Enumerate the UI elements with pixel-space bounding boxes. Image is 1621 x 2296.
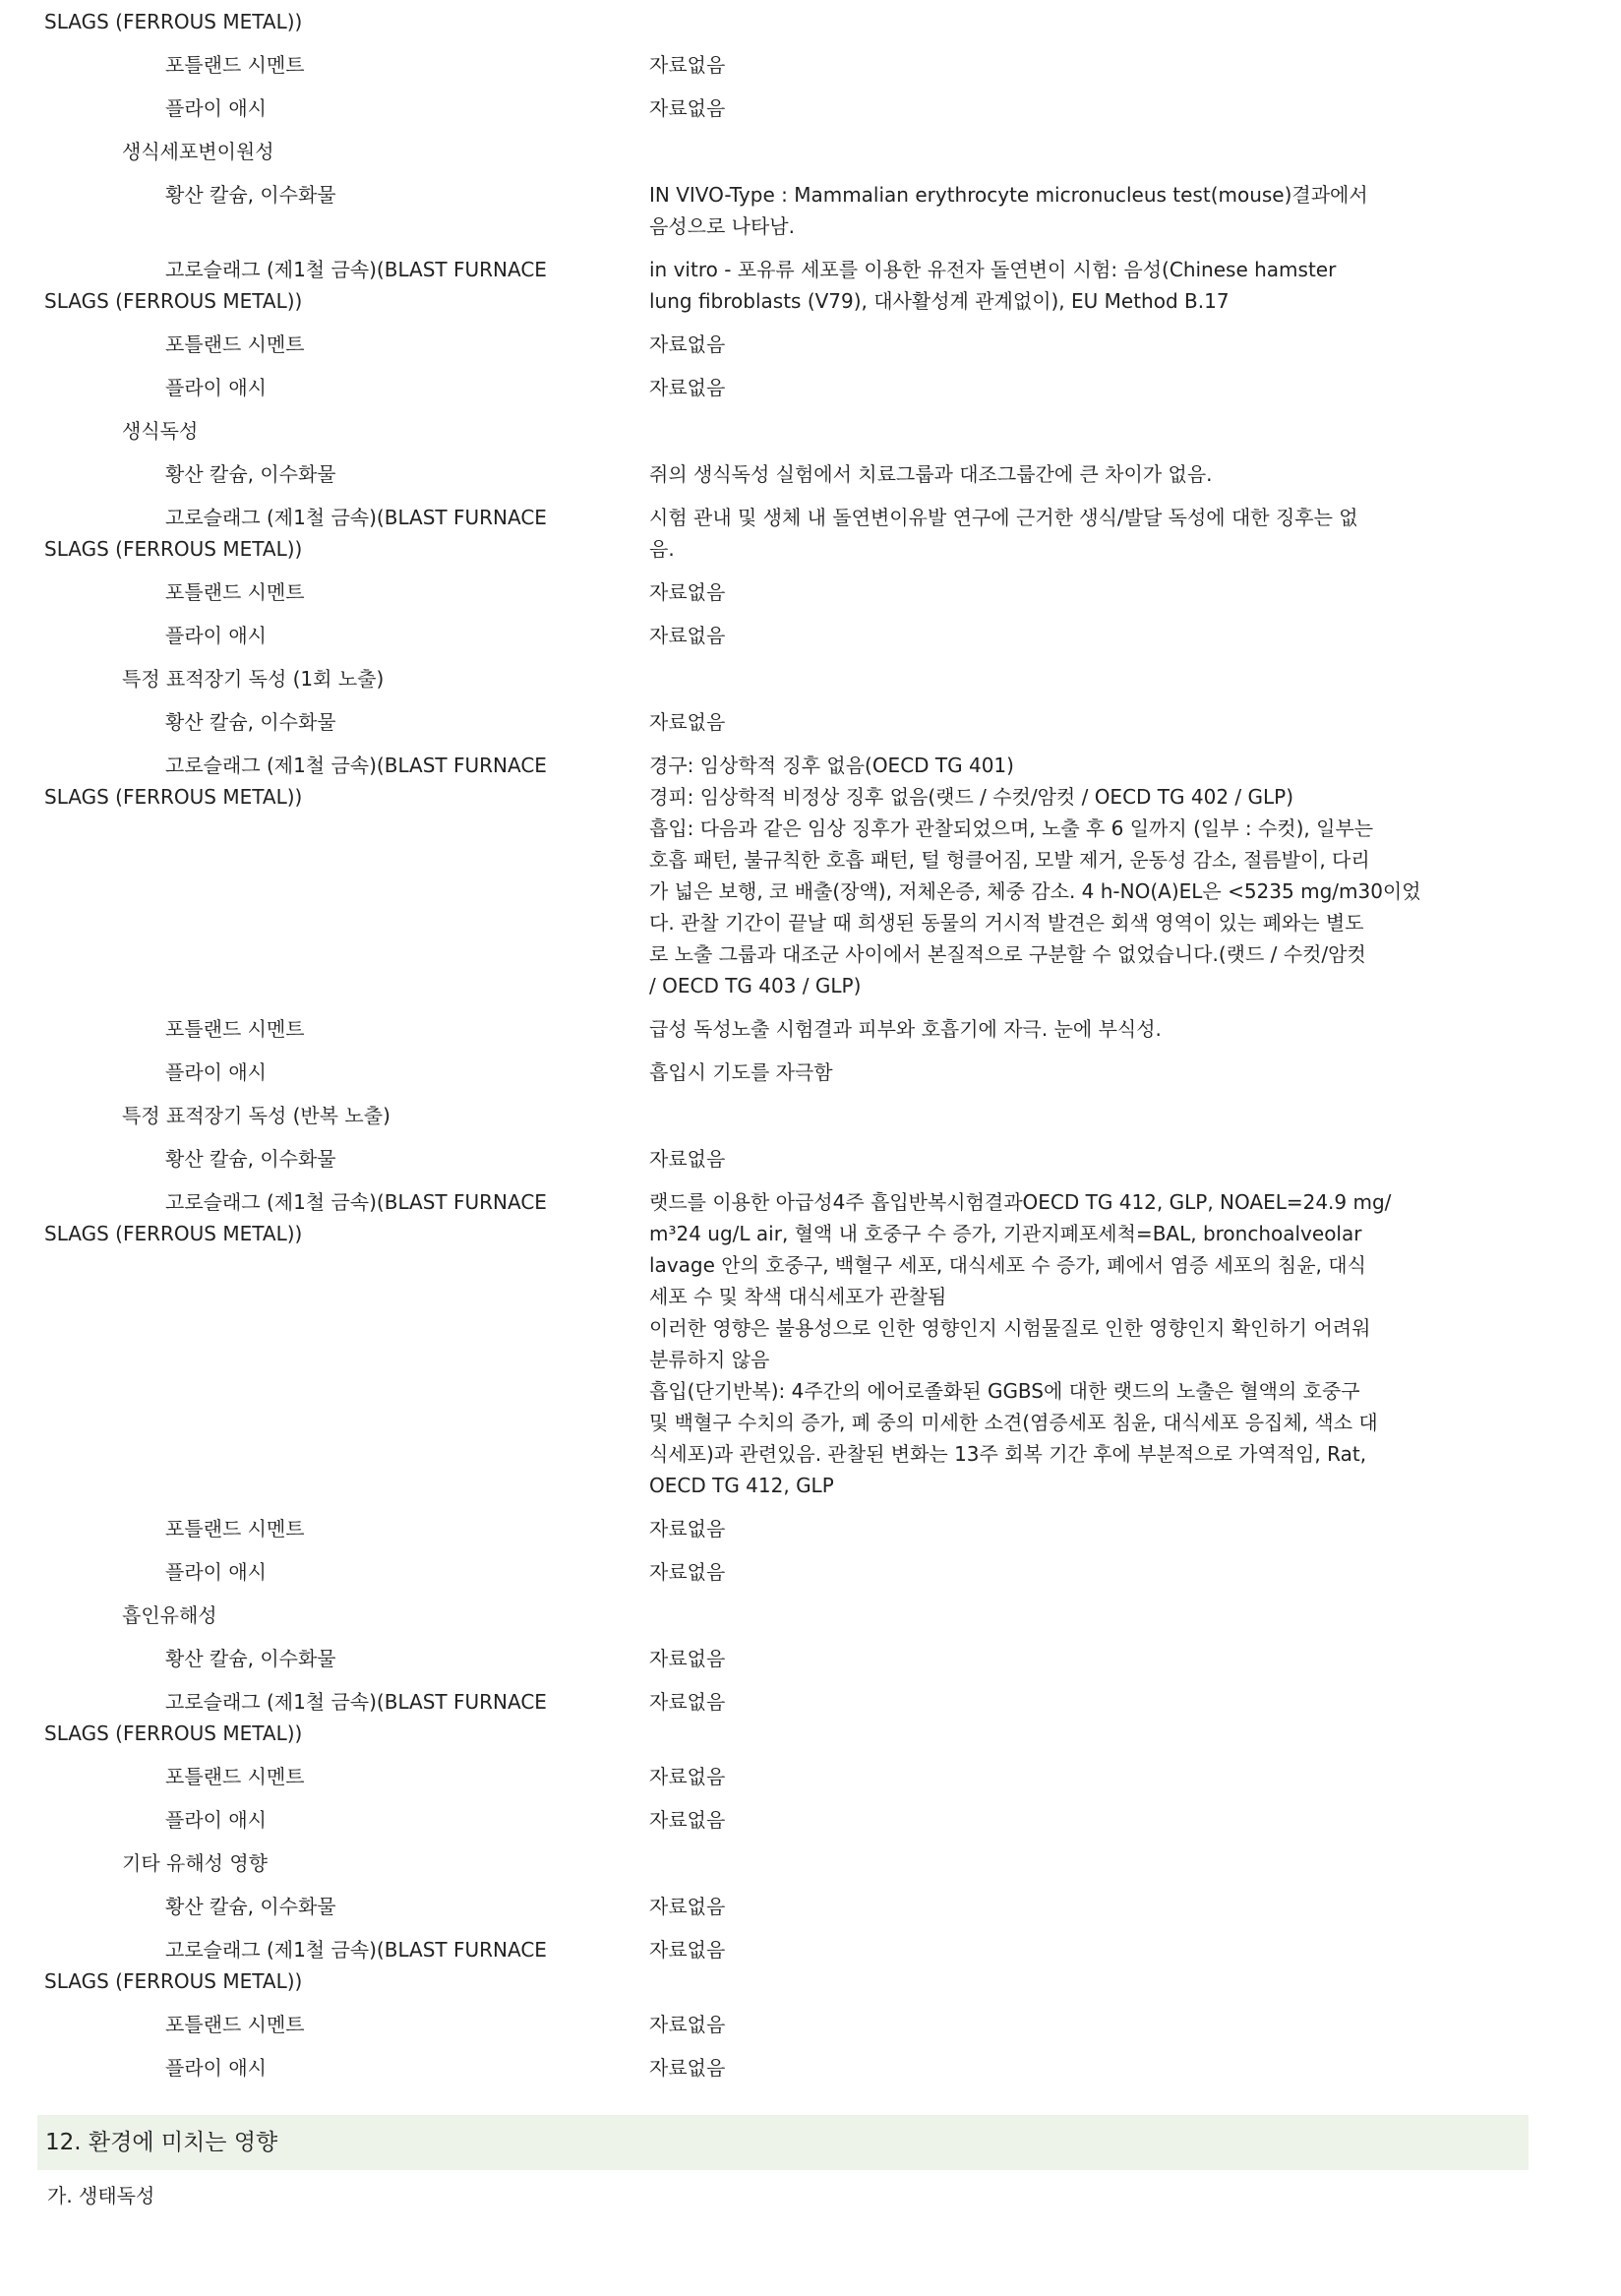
substance-name-line: 황산 칼슘, 이수화물 <box>165 1895 336 1918</box>
substance-name <box>0 1007 610 1051</box>
toxicity-value: 자료없음 <box>649 1690 726 1714</box>
substance-row <box>0 1180 1621 1507</box>
substance-name <box>0 366 610 409</box>
toxicity-value: 쥐의 생식독성 실험에서 치료그룹과 대조그룹간에 큰 차이가 없음. <box>649 462 1213 486</box>
substance-row <box>0 1885 1621 1928</box>
substance-name <box>0 179 610 242</box>
section-header: 12. 환경에 미치는 영향 <box>37 2115 1529 2170</box>
continued-substance-name: SLAGS (FERROUS METAL)) <box>44 10 303 33</box>
substance-name <box>0 700 610 744</box>
substance-name-line: 고로슬래그 (제1철 금속)(BLAST FURNACE <box>165 1690 547 1714</box>
substance-name <box>0 1550 610 1594</box>
toxicity-value: 자료없음 <box>649 1560 726 1584</box>
category-heading: 생식독성 <box>122 419 199 443</box>
substance-name-line: 플라이 애시 <box>165 1808 267 1832</box>
substance-name-line: 고로슬래그 (제1철 금속)(BLAST FURNACE <box>165 506 547 529</box>
substance-name-line: 황산 칼슘, 이수화물 <box>165 462 336 486</box>
substance-row <box>0 43 1621 87</box>
substance-name <box>0 614 610 657</box>
substance-row <box>0 1051 1621 1094</box>
substance-name-line: 고로슬래그 (제1철 금속)(BLAST FURNACE <box>165 1938 547 1962</box>
substance-row <box>0 496 1621 571</box>
substance-name-line: 포틀랜드 시멘트 <box>165 1017 305 1041</box>
substance-name <box>0 1051 610 1094</box>
substance-row <box>0 1798 1621 1842</box>
substance-name-continuation: SLAGS (FERROUS METAL)) <box>44 1969 303 1993</box>
substance-name <box>0 1637 610 1680</box>
substance-row <box>0 571 1621 614</box>
substance-row <box>0 323 1621 366</box>
toxicity-value: 경구: 임상학적 징후 없음(OECD TG 401) 경피: 임상학적 비정상 징후 없음(랫드 / 수컷/암컷 / OECD TG 402 / GLP) 흡입: 다음과 같은 임상 징후가 관찰되었으며, 노출 후 6 일까지 (일부 : 수컷), 일부는 호흡 패턴, 불규칙한 호흡 패턴, 털 헝클어짐, 모발 제거, 운동성 감소, 절름발이, 다리 가 넓은 보행, 코 배출(장액), 저체온증, 체중 감소. 4 h-NO(A)EL은 <5235 mg/m30이었 다. 관찰 기간이 끝날 때 희생된 동물의 거시적 발견은 회색 영역이 있는 폐와는 별도 로 노출 그룹과 대조군 사이에서 본질적으로 구분할 수 없었습니다.(랫드 / 수컷/암컷 / OECD TG 403 / GLP) <box>649 754 1421 997</box>
substance-row <box>0 2046 1621 2089</box>
toxicity-value: 자료없음 <box>649 53 726 77</box>
substance-row <box>0 1007 1621 1051</box>
toxicity-value: 자료없음 <box>649 96 726 120</box>
substance-name-line: 고로슬래그 (제1철 금속)(BLAST FURNACE <box>165 1190 547 1214</box>
substance-name-continuation: SLAGS (FERROUS METAL)) <box>44 537 303 561</box>
toxicity-value: 자료없음 <box>649 1147 726 1171</box>
substance-name-continuation: SLAGS (FERROUS METAL)) <box>44 785 303 809</box>
substance-name-continuation: SLAGS (FERROUS METAL)) <box>44 1722 303 1745</box>
toxicity-value: 시험 관내 및 생체 내 돌연변이유발 연구에 근거한 생식/발달 독성에 대한 징후는 없 음. <box>649 506 1358 561</box>
toxicity-value: 자료없음 <box>649 1765 726 1788</box>
substance-name <box>0 571 610 614</box>
substance-name <box>0 254 610 317</box>
substance-name-line: 황산 칼슘, 이수화물 <box>165 183 336 207</box>
substance-name <box>0 502 610 565</box>
substance-name <box>0 1507 610 1550</box>
substance-name-line: 플라이 애시 <box>165 2056 267 2080</box>
substance-row <box>0 1507 1621 1550</box>
substance-name <box>0 87 610 130</box>
substance-row <box>0 1928 1621 2003</box>
substance-name-line: 플라이 애시 <box>165 376 267 399</box>
category-heading: 특정 표적장기 독성 (반복 노출) <box>122 1104 390 1127</box>
substance-name-continuation: SLAGS (FERROUS METAL)) <box>44 289 303 313</box>
substance-row <box>0 744 1621 1007</box>
toxicity-value: 자료없음 <box>649 2056 726 2080</box>
substance-row <box>0 700 1621 744</box>
substance-name <box>0 453 610 496</box>
toxicity-value: 자료없음 <box>649 1647 726 1670</box>
substance-name-line: 고로슬래그 (제1철 금속)(BLAST FURNACE <box>165 258 547 281</box>
substance-row <box>0 366 1621 409</box>
toxicity-value: 자료없음 <box>649 580 726 604</box>
toxicity-value: 랫드를 이용한 아급성4주 흡입반복시험결과OECD TG 412, GLP, NOAEL=24.9 mg/ m³24 ug/L air, 혈액 내 호중구 수 증가, 기관지폐포세척=BAL, bronchoalveolar lavage 안의 호중구, 백혈구 세포, 대식세포 수 증가, 폐에서 염증 세포의 침윤, 대식 세포 수 및 착색 대식세포가 관찰됨 이러한 영향은 불용성으로 인한 영향인지 시험물질로 인한 영향인지 확인하기 어려워 분류하지 않음 흡입(단기반복): 4주간의 에어로졸화된 GGBS에 대한 랫드의 노출은 혈액의 호중구 및 백혈구 수치의 증가, 폐 중의 미세한 소견(염증세포 침윤, 대식세포 응집체, 색소 대 식세포)과 관련있음. 관찰된 변화는 13주 회복 기간 후에 부분적으로 가역적임, Rat, OECD TG 412, GLP <box>649 1190 1392 1497</box>
toxicity-value: 급성 독성노출 시험결과 피부와 호흡기에 자극. 눈에 부식성. <box>649 1017 1162 1041</box>
substance-name <box>0 1137 610 1180</box>
toxicity-value: 자료없음 <box>649 1517 726 1541</box>
substance-name-line: 포틀랜드 시멘트 <box>165 53 305 77</box>
substance-row <box>0 1637 1621 1680</box>
substance-name-line: 황산 칼슘, 이수화물 <box>165 1147 336 1171</box>
toxicity-value: IN VIVO-Type : Mammalian erythrocyte micronucleus test(mouse)결과에서 음성으로 나타남. <box>649 183 1368 238</box>
substance-row <box>0 1755 1621 1798</box>
substance-row <box>0 1137 1621 1180</box>
substance-name <box>0 323 610 366</box>
substance-row <box>0 1550 1621 1594</box>
substance-name <box>0 43 610 87</box>
toxicity-value: 자료없음 <box>649 332 726 356</box>
substance-name <box>0 2003 610 2046</box>
substance-name-continuation: SLAGS (FERROUS METAL)) <box>44 1222 303 1245</box>
substance-row <box>0 87 1621 130</box>
substance-name <box>0 1755 610 1798</box>
substance-name <box>0 750 610 1001</box>
substance-row <box>0 248 1621 323</box>
subsection-title: 가. 생태독성 <box>47 2184 155 2207</box>
toxicity-value: 자료없음 <box>649 1938 726 1962</box>
substance-row <box>0 614 1621 657</box>
substance-name-line: 플라이 애시 <box>165 1060 267 1084</box>
toxicity-value: 흡입시 기도를 자극함 <box>649 1060 833 1084</box>
substance-name <box>0 1934 610 1997</box>
toxicity-value: 자료없음 <box>649 2013 726 2036</box>
substance-name <box>0 2046 610 2089</box>
toxicity-value: in vitro - 포유류 세포를 이용한 유전자 돌연변이 시험: 음성(Chinese hamster lung fibroblasts (V79), 대사활성계 관계없이), EU Method B.17 <box>649 258 1337 313</box>
substance-name-line: 포틀랜드 시멘트 <box>165 2013 305 2036</box>
category-heading: 특정 표적장기 독성 (1회 노출) <box>122 667 385 691</box>
toxicity-value: 자료없음 <box>649 1808 726 1832</box>
substance-row <box>0 453 1621 496</box>
substance-name <box>0 1186 610 1501</box>
substance-name <box>0 1798 610 1842</box>
substance-name-line: 포틀랜드 시멘트 <box>165 580 305 604</box>
substance-name-line: 황산 칼슘, 이수화물 <box>165 710 336 734</box>
substance-name-line: 포틀랜드 시멘트 <box>165 1765 305 1788</box>
substance-name-line: 플라이 애시 <box>165 624 267 647</box>
category-heading: 생식세포변이원성 <box>122 140 274 163</box>
toxicity-value: 자료없음 <box>649 710 726 734</box>
substance-row <box>0 173 1621 248</box>
substance-name-line: 황산 칼슘, 이수화물 <box>165 1647 336 1670</box>
substance-name-line: 포틀랜드 시멘트 <box>165 1517 305 1541</box>
substance-name <box>0 1885 610 1928</box>
substance-name <box>0 1686 610 1749</box>
toxicity-value: 자료없음 <box>649 624 726 647</box>
substance-name-line: 플라이 애시 <box>165 1560 267 1584</box>
substance-row <box>0 2003 1621 2046</box>
substance-name-line: 포틀랜드 시멘트 <box>165 332 305 356</box>
substance-name-line: 플라이 애시 <box>165 96 267 120</box>
toxicity-value: 자료없음 <box>649 1895 726 1918</box>
toxicity-value: 자료없음 <box>649 376 726 399</box>
substance-name-line: 고로슬래그 (제1철 금속)(BLAST FURNACE <box>165 754 547 777</box>
category-heading: 기타 유해성 영향 <box>122 1851 268 1875</box>
category-heading: 흡인유해성 <box>122 1603 217 1627</box>
substance-row <box>0 1680 1621 1755</box>
